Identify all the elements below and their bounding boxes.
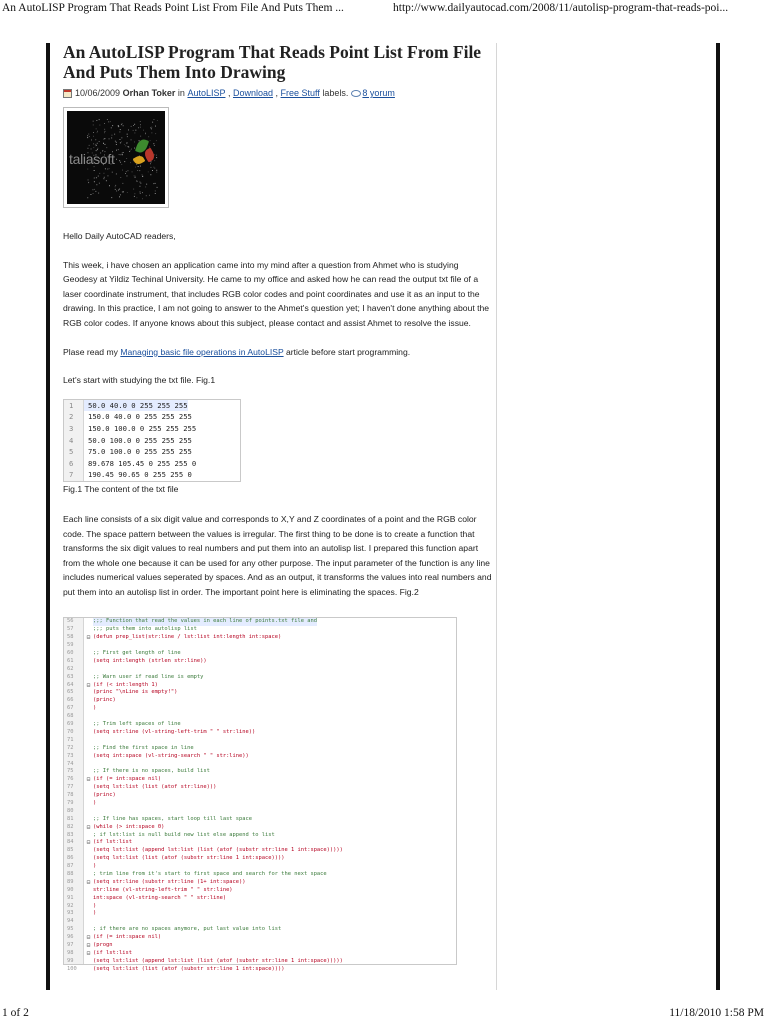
- line-number: 60: [67, 650, 74, 657]
- code-line: [64, 400, 240, 412]
- line-number: 94: [67, 918, 74, 925]
- line-number: 2: [64, 411, 84, 423]
- fold-toggle-icon: [84, 705, 93, 713]
- code-text: (princ): [93, 792, 116, 799]
- line-number: 1: [64, 400, 84, 412]
- code-text: int:space (vl-string-search " " str:line): [93, 894, 227, 901]
- line-number: 77: [67, 784, 74, 791]
- fold-toggle-icon: [84, 855, 93, 863]
- code-comment: ;; Warn user if read line is empty: [93, 673, 204, 680]
- fold-toggle-icon: [84, 626, 93, 634]
- code-line: [64, 871, 456, 879]
- code-text: (while (> int:space 0): [93, 823, 165, 830]
- post-thumbnail[interactable]: [63, 107, 169, 208]
- fold-toggle-icon: [84, 737, 93, 745]
- fold-toggle-icon[interactable]: ⊟: [86, 878, 91, 886]
- label-link-download[interactable]: Download: [232, 88, 274, 98]
- code-text: 50.0 100.0 0 255 255 255: [88, 435, 192, 445]
- code-comment: ;; Find the first space in line: [93, 744, 194, 751]
- line-number: 81: [67, 815, 74, 822]
- code-line: [64, 903, 456, 911]
- page-frame-right-border: [716, 43, 720, 990]
- code-text: str:line (vl-string-left-trim " " str:line): [93, 886, 233, 893]
- line-number: 71: [67, 736, 74, 743]
- line-number: 69: [67, 721, 74, 728]
- line-number: 93: [67, 910, 74, 917]
- fold-toggle-icon: [84, 832, 93, 840]
- code-text: (if lst:list: [93, 949, 132, 956]
- line-number: 83: [67, 831, 74, 838]
- code-line: [64, 816, 456, 824]
- print-header: [0, 0, 768, 18]
- line-number: 70: [67, 728, 74, 735]
- code-line: [64, 824, 456, 832]
- code-text: ): [93, 902, 97, 909]
- code-line: [64, 958, 456, 966]
- line-number: 74: [67, 760, 74, 767]
- fold-toggle-icon: [84, 768, 93, 776]
- post-date: 10/06/2009: [75, 88, 121, 98]
- line-number: 63: [67, 673, 74, 680]
- read-suffix: article before start programming.: [283, 346, 411, 357]
- thumbnail-logo-text: taliasoft: [69, 151, 115, 167]
- line-number: 80: [67, 807, 74, 814]
- fold-toggle-icon: [84, 658, 93, 666]
- code-line: [64, 729, 456, 737]
- code-line: [64, 753, 456, 761]
- code-text: (progn: [93, 941, 113, 948]
- line-number: 91: [67, 894, 74, 901]
- line-number: 92: [67, 902, 74, 909]
- line-number: 96: [67, 934, 74, 941]
- line-number: 88: [67, 870, 74, 877]
- fold-toggle-icon: [84, 745, 93, 753]
- code-line: [64, 887, 456, 895]
- print-footer-datetime: 11/18/2010 1:58 PM: [669, 1007, 764, 1019]
- code-line: [64, 847, 456, 855]
- fold-toggle-icon: [84, 792, 93, 800]
- fold-toggle-icon: [84, 871, 93, 879]
- code-line: [64, 918, 456, 926]
- code-text: (setq int:length (strlen str:line)): [93, 657, 207, 664]
- code-line: [64, 713, 456, 721]
- code-line: [64, 934, 456, 942]
- code-line: [64, 784, 456, 792]
- fold-toggle-icon: [84, 903, 93, 911]
- code-comment: ;;; puts them into autolisp list: [93, 626, 197, 633]
- line-number: 76: [67, 776, 74, 783]
- code-line: [64, 950, 456, 958]
- code-line: [64, 895, 456, 903]
- code-line: [64, 666, 456, 674]
- post-author: Orhan Toker: [122, 88, 176, 98]
- line-number: 66: [67, 697, 74, 704]
- line-number: 4: [64, 435, 84, 447]
- code-text: 190.45 90.65 0 255 255 0: [88, 470, 192, 480]
- code-comment: ; trim line from it's start to first space and search for the next space: [93, 870, 327, 877]
- blog-post: [63, 42, 493, 972]
- line-number: 87: [67, 863, 74, 870]
- code-comment: ; if lst:list is null build new list else append to list: [93, 831, 275, 838]
- fold-toggle-icon: [84, 761, 93, 769]
- code-text: 75.0 100.0 0 255 255 255: [88, 447, 192, 457]
- code-text: (if lst:list: [93, 839, 132, 846]
- code-line: [64, 832, 456, 840]
- code-text: ): [93, 705, 97, 712]
- code-line: [64, 618, 456, 626]
- comment-bubble-icon: [351, 90, 361, 97]
- print-header-title: An AutoLISP Program That Reads Point List From File And Puts Them ...: [2, 2, 344, 14]
- code-text: 150.0 100.0 0 255 255 255: [88, 423, 197, 433]
- code-text: 50.0 40.0 0 255 255 255: [84, 400, 188, 412]
- code-line: [64, 808, 456, 816]
- fold-toggle-icon: [84, 697, 93, 705]
- code-line: [64, 855, 456, 863]
- code-line: [64, 682, 456, 690]
- line-number: 89: [67, 878, 74, 885]
- line-number: 100: [67, 965, 77, 972]
- code-text: (setq lst:list (append lst:list (list (atof (substr str:line 1 int:space))))): [93, 957, 343, 964]
- file-operations-article-link[interactable]: Managing basic file operations in AutoLISP: [120, 346, 284, 357]
- code-comment: ;;; Function that read the values in each line of points.txt file and: [93, 618, 317, 625]
- code-line: [64, 705, 456, 713]
- line-number: 5: [64, 446, 84, 458]
- code-comment: ;; First get length of line: [93, 650, 181, 657]
- read-article-paragraph: [63, 345, 493, 360]
- fig1-code-block: [63, 399, 241, 482]
- code-text: (defun prep_list(str:line / lst:list int:length int:space): [93, 634, 282, 641]
- fold-toggle-icon: [84, 721, 93, 729]
- code-line: [64, 469, 240, 481]
- fold-toggle-icon: [84, 784, 93, 792]
- code-text: (setq lst:list (append lst:list (list (atof (substr str:line 1 int:space))))): [93, 847, 343, 854]
- fold-toggle-icon: [84, 753, 93, 761]
- line-number: 62: [67, 665, 74, 672]
- code-line: [64, 863, 456, 871]
- calendar-icon: [63, 89, 72, 98]
- fold-toggle-icon: [84, 618, 93, 626]
- line-number: 3: [64, 423, 84, 435]
- code-line: [64, 776, 456, 784]
- code-line: [64, 697, 456, 705]
- line-number: 98: [67, 949, 74, 956]
- code-line: [64, 721, 456, 729]
- fold-toggle-icon: [84, 816, 93, 824]
- code-line: [64, 689, 456, 697]
- fold-toggle-icon: [84, 808, 93, 816]
- code-line: [64, 458, 240, 470]
- fold-toggle-icon: [84, 666, 93, 674]
- comments-link[interactable]: 8 yorum: [362, 88, 395, 98]
- in-text: in: [175, 88, 188, 98]
- label-link-free-stuff[interactable]: Free Stuff: [280, 88, 320, 98]
- fold-toggle-icon: [84, 895, 93, 903]
- code-line: [64, 792, 456, 800]
- fold-toggle-icon: [84, 958, 93, 966]
- code-line: [64, 926, 456, 934]
- code-line: [64, 674, 456, 682]
- code-comment: ; if there are no spaces anymore, put last value into list: [93, 926, 282, 933]
- line-number: 61: [67, 657, 74, 664]
- code-line: [64, 942, 456, 950]
- line-number: 78: [67, 792, 74, 799]
- page-frame-left-border: [46, 43, 50, 990]
- line-number: 90: [67, 886, 74, 893]
- code-line: [64, 626, 456, 634]
- code-line: [64, 642, 456, 650]
- code-line: [64, 839, 456, 847]
- code-line: [64, 879, 456, 887]
- post-meta: 10/06/2009 Orhan Toker in AutoLISP , Download , Free Stuff labels. 8 yorum: [63, 88, 493, 98]
- read-prefix: Plase read my: [63, 346, 121, 357]
- code-text: (setq lst:list (list (atof (substr str:line 1 int:space)))): [93, 855, 285, 862]
- code-line: [64, 446, 240, 458]
- line-number: 95: [67, 926, 74, 933]
- line-number: 67: [67, 705, 74, 712]
- code-text: ): [93, 799, 97, 806]
- line-number: 99: [67, 957, 74, 964]
- fold-toggle-icon: [84, 642, 93, 650]
- post-title[interactable]: An AutoLISP Program That Reads Point List From File And Puts Them Into Drawing: [63, 42, 482, 82]
- code-line: [64, 761, 456, 769]
- line-number: 75: [67, 768, 74, 775]
- fold-toggle-icon: [84, 674, 93, 682]
- code-text: (if (= int:space nil): [93, 776, 162, 783]
- fold-toggle-icon[interactable]: ⊟: [86, 949, 91, 957]
- code-line: [64, 910, 456, 918]
- code-line: [64, 423, 240, 435]
- fold-toggle-icon: [84, 966, 93, 974]
- print-header-url: http://www.dailyautocad.com/2008/11/autolisp-program-that-reads-poi...: [393, 2, 729, 14]
- code-text: (setq lst:list (list (atof (substr str:line 1 int:space)))): [93, 965, 285, 972]
- fold-toggle-icon: [84, 689, 93, 697]
- code-line: [64, 411, 240, 423]
- fig1-caption: Fig.1 The content of the txt file: [63, 483, 179, 494]
- code-text: 150.0 40.0 0 255 255 255: [88, 412, 192, 422]
- taliasoft-logo-image: [67, 111, 165, 204]
- greeting-text: Hello Daily AutoCAD readers,: [63, 231, 176, 241]
- code-text: ): [93, 910, 97, 917]
- line-number: 84: [67, 839, 74, 846]
- code-text: (if (< int:length 1): [93, 681, 158, 688]
- line-number: 64: [67, 681, 74, 688]
- line-number: 6: [64, 458, 84, 470]
- fold-toggle-icon[interactable]: ⊟: [86, 934, 91, 942]
- fold-toggle-icon: [84, 847, 93, 855]
- line-number: 56: [67, 618, 74, 625]
- fold-toggle-icon: [84, 918, 93, 926]
- explanation-paragraph: Each line consists of a six digit value and corresponds to X,Y and Z coordinates of a point and the RGB color code. The space pattern between the values is irregular. The first thing to be done is to create a function that transforms the six digit values to real numbers and put them into an autolisp list. I prepared this function apart from the whole one because it can be used for any other purpose. The input parameter of the function is any line includes numerical values seperated by spaces. And as an output, it transforms the values into real numbers and put them into an autolisp list in order. The important point here is eliminating the spaces. Fig.2: [63, 513, 492, 597]
- line-number: 68: [67, 713, 74, 720]
- line-number: 79: [67, 799, 74, 806]
- fold-toggle-icon[interactable]: ⊟: [86, 823, 91, 831]
- code-line: [64, 435, 240, 447]
- code-line: [64, 966, 456, 974]
- fold-toggle-icon[interactable]: ⊟: [86, 776, 91, 784]
- code-text: (setq str:line (substr str:line (1+ int:space)): [93, 878, 246, 885]
- code-text: (princ "\nLine is empty!"): [93, 689, 178, 696]
- labels-suffix: labels.: [319, 88, 349, 98]
- fold-toggle-icon[interactable]: ⊟: [86, 839, 91, 847]
- code-line: [64, 658, 456, 666]
- code-line: [64, 737, 456, 745]
- line-number: 73: [67, 752, 74, 759]
- line-number: 59: [67, 642, 74, 649]
- code-line: [64, 634, 456, 642]
- fig2-code-block: [63, 617, 457, 972]
- print-footer: [0, 1004, 768, 1024]
- line-number: 65: [67, 689, 74, 696]
- code-comment: ;; Trim left spaces of line: [93, 721, 181, 728]
- label-link-autolisp[interactable]: AutoLISP: [187, 88, 226, 98]
- line-number: 57: [67, 626, 74, 633]
- fold-toggle-icon: [84, 650, 93, 658]
- column-divider: [496, 43, 497, 990]
- fold-toggle-icon: [84, 729, 93, 737]
- code-line: [64, 768, 456, 776]
- fold-toggle-icon: [84, 800, 93, 808]
- line-number: 58: [67, 634, 74, 641]
- fold-toggle-icon: [84, 926, 93, 934]
- line-number: 82: [67, 823, 74, 830]
- code-line: [64, 800, 456, 808]
- intro-paragraph: This week, i have chosen an application came into my mind after a question from Ahmet who is studying Geodesy at Yildiz Techinal University. He came to my office and asked how he can read the output txt file of a laser coordinate instrument, that includes RGB color codes and point coordinates and use it as an input to the drawing. In this practice, I am not going to answer to the Ahmet's question yet; I haven't done anything about the RGB color codes. If anyone knows about this subject, please contact and assist Ahmet to resolve the issue.: [63, 259, 490, 328]
- line-number: 97: [67, 941, 74, 948]
- fold-toggle-icon: [84, 887, 93, 895]
- study-txt-text: Let's start with studying the txt file. Fig.1: [63, 375, 216, 386]
- code-text: (setq int:space (vl-string-search " " str:line)): [93, 752, 249, 759]
- code-text: (princ): [93, 697, 116, 704]
- code-comment: ;; If line has spaces, start loop till last space: [93, 815, 253, 822]
- fold-toggle-icon: [84, 910, 93, 918]
- line-number: 85: [67, 847, 74, 854]
- code-line: [64, 745, 456, 753]
- code-text: ): [93, 863, 97, 870]
- fold-toggle-icon[interactable]: ⊟: [86, 681, 91, 689]
- code-text: 89.678 105.45 0 255 255 0: [88, 458, 197, 468]
- fold-toggle-icon: [84, 713, 93, 721]
- code-text: (setq lst:list (list (atof str:line))): [93, 784, 217, 791]
- fold-toggle-icon[interactable]: ⊟: [86, 634, 91, 642]
- code-text: (setq str:line (vl-string-left-trim " " str:line)): [93, 728, 256, 735]
- code-line: [64, 650, 456, 658]
- line-number: 86: [67, 855, 74, 862]
- code-text: (if (= int:space nil): [93, 934, 162, 941]
- fold-toggle-icon: [84, 863, 93, 871]
- code-comment: ;; If there is no spaces, build list: [93, 768, 210, 775]
- line-number: 72: [67, 744, 74, 751]
- print-footer-page: 1 of 2: [2, 1007, 29, 1019]
- line-number: 7: [64, 469, 84, 481]
- fold-toggle-icon[interactable]: ⊟: [86, 941, 91, 949]
